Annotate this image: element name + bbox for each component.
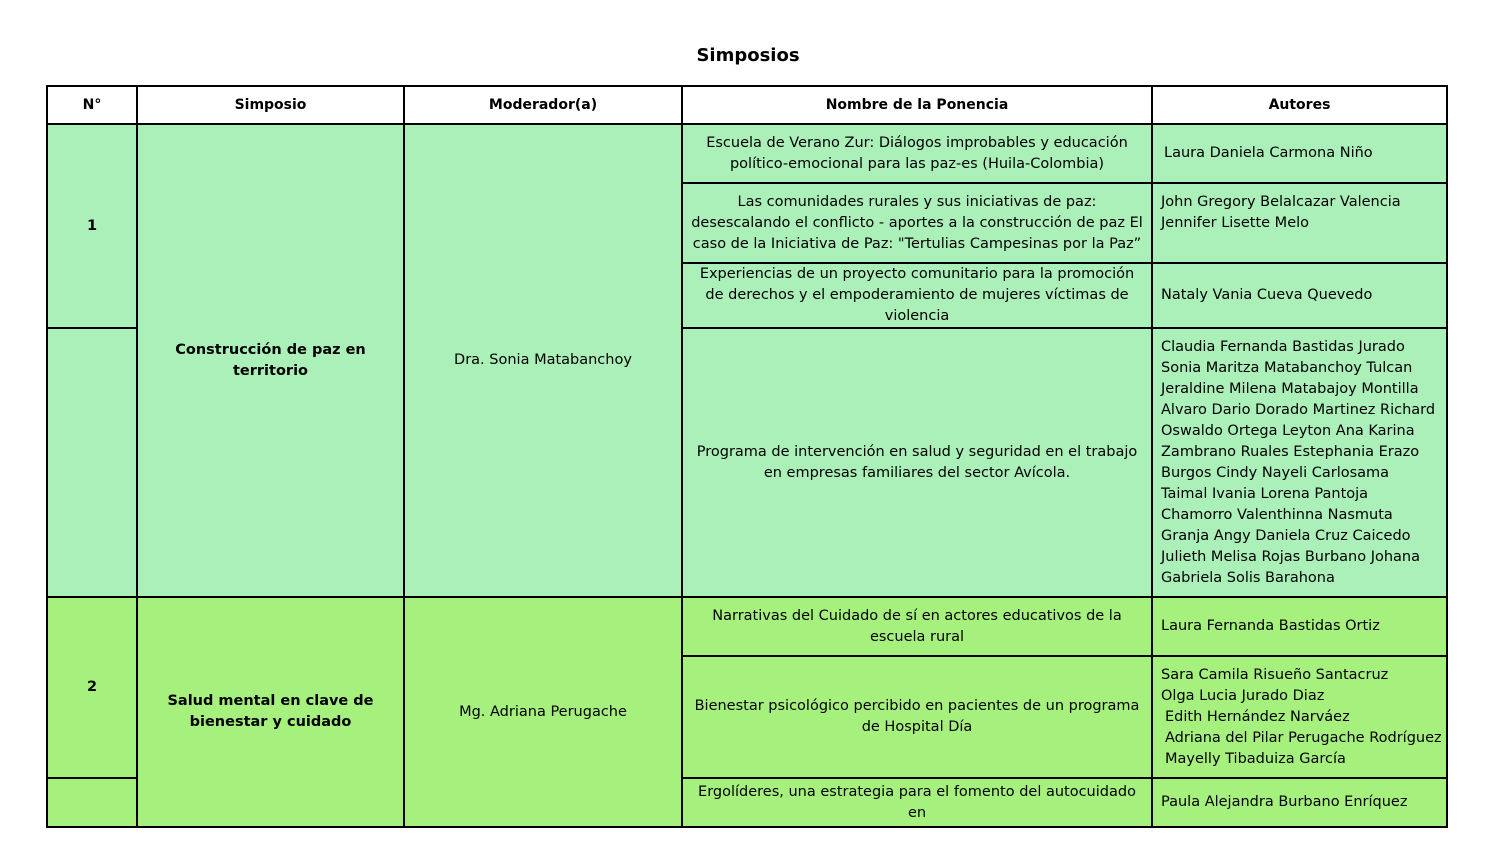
- group-number: 1: [47, 124, 137, 328]
- simposio-name: Salud mental en clave de bienestar y cuidado: [137, 597, 404, 827]
- header-row: [47, 86, 1447, 124]
- moderador-name: Dra. Sonia Matabanchoy: [404, 124, 682, 597]
- ponencia-title: Escuela de Verano Zur: Diálogos improbables y educación político-emocional para las paz-es (Huila-Colombia): [682, 124, 1152, 183]
- empty-number-cell: [47, 328, 137, 597]
- ponencia-title: Las comunidades rurales y sus iniciativas de paz: desescalando el conflicto - aportes a la construcción de paz El caso de la Iniciativa de Paz: "Tertulias Campesinas por la Paz”: [682, 183, 1152, 263]
- ponencia-authors: Claudia Fernanda Bastidas Jurado Sonia Maritza Matabanchoy Tulcan Jeraldine Milena Matabajoy Montilla Alvaro Dario Dorado Martinez Richard Oswaldo Ortega Leyton Ana Karina Zambrano Ruales Estephania Erazo Burgos Cindy Nayeli Carlosama Taimal Ivania Lorena Pantoja Chamorro Valenthinna Nasmuta Granja Angy Daniela Cruz Caicedo Julieth Melisa Rojas Burbano Johana Gabriela Solis Barahona: [1152, 328, 1447, 597]
- simposios-table: [46, 85, 1448, 828]
- empty-number-cell: [47, 778, 137, 827]
- header-number: N°: [47, 86, 137, 124]
- author-line: Mayelly Tibaduiza García: [1165, 750, 1346, 767]
- ponencia-title: Ergolíderes, una estrategia para el fomento del autocuidado en: [682, 778, 1152, 827]
- header-simposio: Simposio: [137, 86, 404, 124]
- group-number: 2: [47, 597, 137, 778]
- header-moderador: Moderador(a): [404, 86, 682, 124]
- simposio-name: Construcción de paz en territorio: [137, 124, 404, 597]
- table-row: [47, 597, 1447, 656]
- author-line: Adriana del Pilar Perugache Rodríguez: [1165, 729, 1442, 746]
- ponencia-authors: Laura Fernanda Bastidas Ortiz: [1152, 597, 1447, 656]
- ponencia-authors: Nataly Vania Cueva Quevedo: [1152, 263, 1447, 328]
- ponencia-authors: Laura Daniela Carmona Niño: [1152, 124, 1447, 183]
- ponencia-authors: [1152, 656, 1447, 778]
- header-autores: Autores: [1152, 86, 1447, 124]
- ponencia-title: Programa de intervención en salud y seguridad en el trabajo en empresas familiares del sector Avícola.: [682, 328, 1152, 597]
- moderador-name: Mg. Adriana Perugache: [404, 597, 682, 827]
- page-title: Simposios: [696, 45, 800, 66]
- ponencia-title: Bienestar psicológico percibido en pacientes de un programa de Hospital Día: [682, 656, 1152, 778]
- author-line: Sara Camila Risueño Santacruz: [1161, 666, 1389, 683]
- header-ponencia: Nombre de la Ponencia: [682, 86, 1152, 124]
- ponencia-title: Narrativas del Cuidado de sí en actores educativos de la escuela rural: [682, 597, 1152, 656]
- ponencia-authors: Paula Alejandra Burbano Enríquez: [1152, 778, 1447, 827]
- table-row: [47, 124, 1447, 183]
- ponencia-title: Experiencias de un proyecto comunitario para la promoción de derechos y el empoderamiento de mujeres víctimas de violencia: [682, 263, 1152, 328]
- ponencia-authors: John Gregory Belalcazar Valencia Jennifer Lisette Melo: [1152, 183, 1447, 263]
- author-line: Olga Lucia Jurado Diaz: [1161, 687, 1325, 704]
- author-line: Edith Hernández Narváez: [1165, 708, 1350, 725]
